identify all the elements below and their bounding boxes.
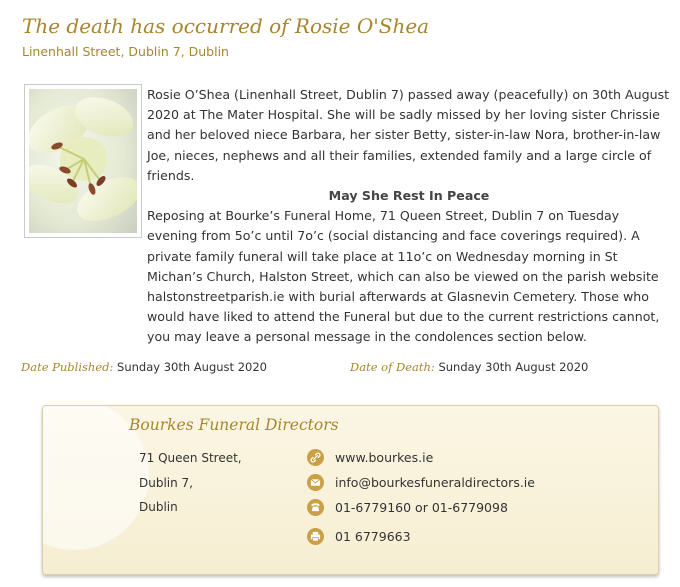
date-of-death-value: Sunday 30th August 2020 — [438, 360, 589, 374]
lily-photo — [24, 84, 142, 238]
address-line: 71 Queen Street, — [139, 451, 242, 465]
notice-body — [147, 85, 671, 348]
date-of-death-label: Date of Death: — [350, 360, 435, 374]
date-published-label: Date Published: — [21, 360, 114, 374]
rest-in-peace-line: May She Rest In Peace — [328, 188, 490, 204]
notice-title: The death has occurred of Rosie O'Shea — [22, 14, 430, 38]
date-published — [21, 360, 267, 374]
funeral-director-name[interactable]: Bourkes Funeral Directors — [129, 416, 339, 434]
phone-row[interactable] — [307, 499, 508, 517]
email-row[interactable] — [307, 474, 535, 492]
lily-icon — [29, 89, 137, 233]
website-row[interactable] — [307, 449, 433, 467]
email-link[interactable]: info@bourkesfuneraldirectors.ie — [335, 475, 535, 490]
date-of-death — [350, 360, 588, 374]
notice-location: Linenhall Street, Dublin 7, Dublin — [22, 44, 229, 59]
address-line: Dublin 7, — [139, 475, 193, 490]
date-published-value: Sunday 30th August 2020 — [117, 360, 267, 374]
phone-numbers[interactable]: 01-6779160 or 01-6779098 — [335, 500, 508, 515]
notice-paragraph-1: Rosie O’Shea (Linenhall Street, Dublin 7) passed away (peacefully) on 30th August 2020 at The Mater Hospital. She will be sadly missed by her loving sister Chrissie and her beloved niece Barbara, her sister Betty, sister-in-law Nora, brother-in-law Joe, nieces, nephews and all their families, extended family and a large circle of friends. — [147, 87, 670, 183]
link-icon — [307, 449, 324, 466]
address-line: Dublin — [139, 500, 178, 514]
fax-row — [307, 528, 411, 546]
funeral-director-box — [42, 405, 659, 575]
fax-number: 01 6779663 — [335, 529, 411, 544]
fax-icon — [307, 528, 324, 545]
funeral-director-address — [139, 446, 242, 520]
notice-paragraph-2: Reposing at Bourke’s Funeral Home, 71 Queen Street, Dublin 7 on Tuesday evening from 5o’c until 7o’c (social distancing and face coverings required). A private family funeral will take place at 11o’c on Wednesday morning in St Michan’s Church, Halston Street, which can also be viewed on the parish website halstonstreetparish.ie with burial afterwards at Glasnevin Cemetery. Those who would have liked to attend the Funeral but due to the current restrictions cannot, you may leave a personal message in the condolences section below. — [147, 208, 660, 345]
email-icon — [307, 474, 324, 491]
website-link[interactable]: www.bourkes.ie — [335, 450, 434, 465]
phone-icon — [307, 499, 324, 516]
